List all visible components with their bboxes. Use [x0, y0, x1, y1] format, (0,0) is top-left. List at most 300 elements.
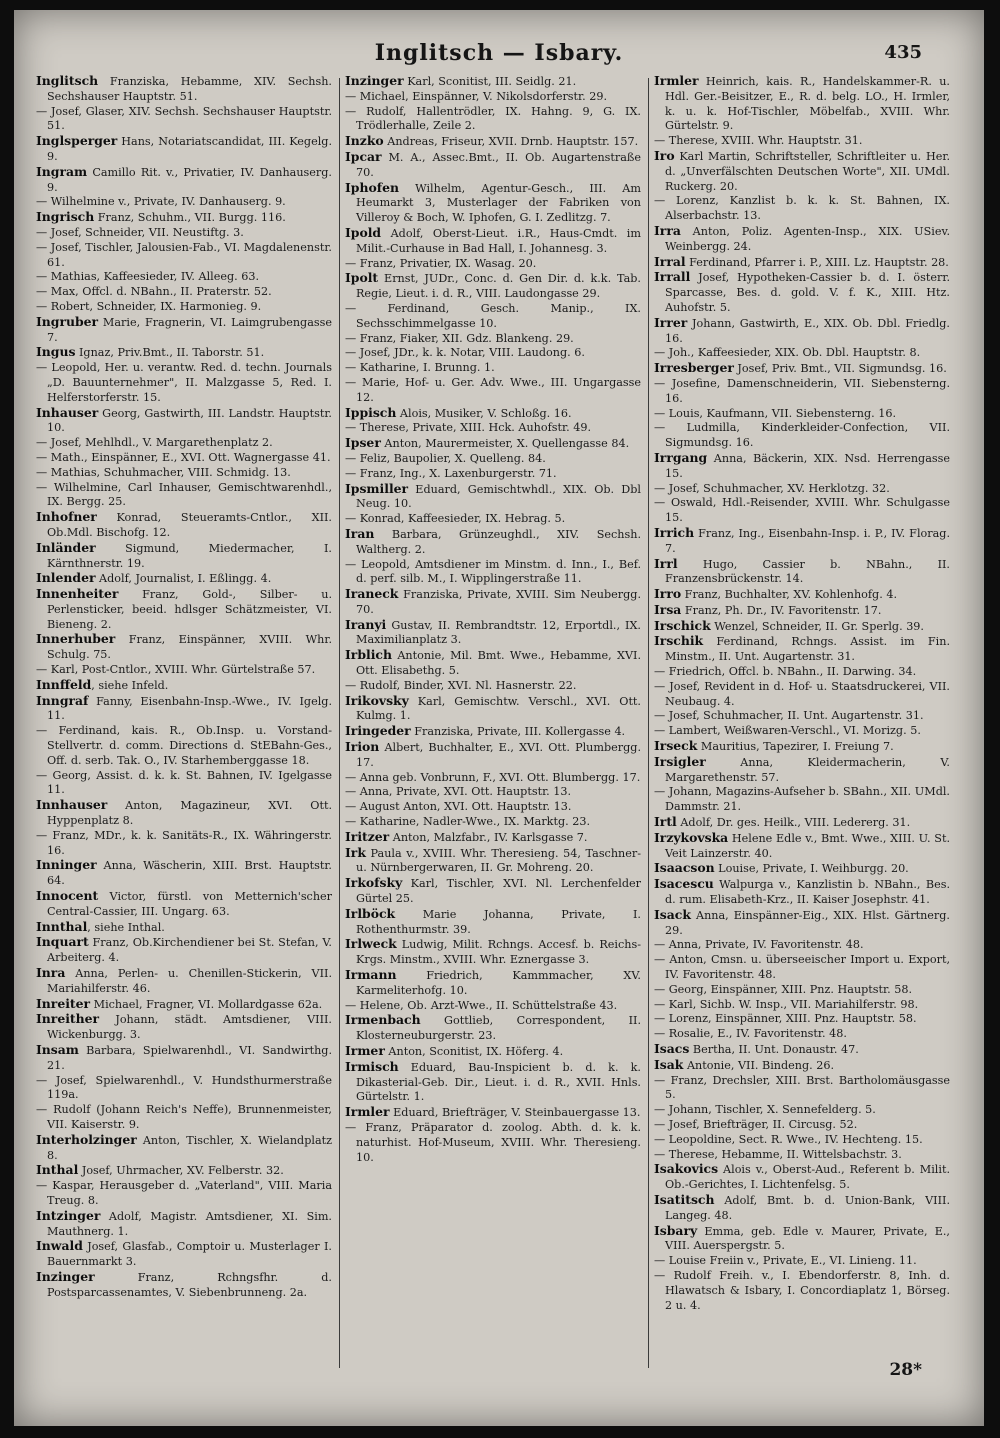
entry-details: — Max, Offcl. d. NBahn., II. Praterstr. 52. — [36, 285, 272, 299]
directory-entry — [654, 194, 950, 224]
entry-surname: Isaacson — [654, 860, 715, 876]
directory-entry — [654, 557, 950, 588]
entry-details: Adolf, Bmt. b. d. Union-Bank, VIII. Langeg. 48. — [665, 1193, 950, 1222]
entry-details: Anton, Magazineur, XVI. Ott. Hyppenplatz 8. — [47, 799, 332, 828]
entry-surname: Inzko — [345, 133, 384, 149]
entry-surname: Ipcar — [345, 148, 382, 164]
directory-entry — [36, 829, 332, 859]
entry-surname: Inreither — [36, 1011, 100, 1027]
entry-details: Anton, Sconitist, IX. Höferg. 4. — [384, 1045, 564, 1058]
column-middle — [345, 74, 641, 1374]
entry-surname: Innthal — [36, 918, 88, 934]
entry-details: — Karl, Post-Cntlor., XVIII. Whr. Gürtelstraße 57. — [36, 663, 316, 677]
entry-surname: Innocent — [36, 888, 99, 904]
entry-surname: Irk — [345, 844, 366, 860]
directory-entry — [654, 134, 950, 149]
entry-details: — Josef, Mehlhdl., V. Margarethenplatz 2. — [36, 436, 273, 450]
directory-entry — [654, 665, 950, 680]
directory-entry — [36, 134, 332, 165]
directory-entry — [36, 361, 332, 405]
entry-details: Emma, geb. Edle v. Maurer, Private, E., VIII. Auerspergstr. 5. — [665, 1224, 950, 1253]
directory-entry — [654, 270, 950, 315]
directory-entry — [36, 481, 332, 511]
directory-entry — [654, 421, 950, 451]
directory-entry — [36, 1179, 332, 1209]
entry-details: — Johann, Tischler, X. Sennefelderg. 5. — [654, 1103, 876, 1117]
directory-entry — [345, 1105, 641, 1121]
directory-entry — [345, 467, 641, 482]
entry-details: Gottlieb, Correspondent, II. Klosterneuburgerstr. 23. — [356, 1014, 641, 1043]
entry-details: Karl, Sconitist, III. Seidlg. 21. — [403, 75, 577, 88]
directory-entry — [36, 632, 332, 663]
entry-details: Karl, Gemischtw. Verschl., XVI. Ott. Kulmg. 1. — [356, 694, 641, 723]
directory-entry — [36, 345, 332, 361]
entry-details: — Oswald, Hdl.-Reisender, XVIII. Whr. Schulgasse 15. — [654, 496, 950, 525]
entry-details: Konrad, Steueramts-Cntlor., XII. Ob.Mdl. Bischofg. 12. — [47, 511, 332, 539]
directory-entry — [654, 785, 950, 815]
entry-details: Barbara, Grünzeughdl., XIV. Sechsh. Waltherg. 2. — [356, 527, 641, 556]
entry-details: — Joh., Kaffeesieder, XIX. Ob. Dbl. Hauptstr. 8. — [654, 346, 921, 360]
signature-mark: 28* — [889, 1360, 922, 1380]
entry-details: Fanny, Eisenbahn-Insp.-Wwe., IV. Igelg. 11. — [47, 694, 332, 723]
entry-surname: Irion — [345, 739, 380, 755]
entry-details: Ernst, JUDr., Conc. d. Gen Dir. d. k.k. Tab. Regie, Lieut. i. d. R., VIII. Laudongasse 29. — [356, 272, 641, 301]
directory-entry — [345, 907, 641, 938]
directory-entry — [36, 694, 332, 725]
directory-entry — [345, 302, 641, 332]
entry-details: Mauritius, Tapezirer, I. Freiung 7. — [697, 740, 894, 754]
directory-entry — [654, 998, 950, 1013]
entry-surname: Inra — [36, 965, 66, 981]
directory-entry — [654, 1133, 950, 1148]
entry-surname: Irmann — [345, 967, 397, 983]
entry-details: Antonie, Mil. Bmt. Wwe., Hebamme, XVI. Ott. Elisabethg. 5. — [356, 649, 641, 678]
directory-entry — [36, 769, 332, 799]
entry-details: — Anna geb. Vonbrunn, F., XVI. Ott. Blumbergg. 17. — [345, 770, 641, 784]
entry-surname: Iritzer — [345, 828, 390, 844]
directory-entry — [654, 634, 950, 665]
entry-details: Johann, Gastwirth, E., XIX. Ob. Dbl. Friedlg. 16. — [665, 316, 950, 345]
entry-surname: Irro — [654, 586, 682, 602]
entry-details: Ferdinand, Pfarrer i. P., XIII. Lz. Hauptstr. 28. — [685, 255, 949, 269]
entry-details: , siehe Infeld. — [91, 678, 169, 692]
entry-surname: Isakovics — [654, 1161, 719, 1177]
entry-details: Victor, fürstl. von Metternich'scher Central-Cassier, III. Ungarg. 63. — [47, 890, 332, 918]
entry-surname: Innhauser — [36, 797, 108, 813]
entry-details: — Rudolf, Hallentrödler, IX. Hahng. 9, G. IX. Trödlerhalle, Zeile 2. — [345, 104, 641, 133]
entry-surname: Irmer — [345, 1043, 385, 1058]
entry-details: — Lambert, Weißwaren-Verschl., VI. Morizg. 5. — [654, 724, 921, 738]
directory-entry — [345, 1121, 641, 1165]
entry-details: — Josefine, Damenschneiderin, VII. Siebensterng. 16. — [654, 376, 950, 405]
directory-entry — [654, 755, 950, 786]
entry-details: Gustav, II. Rembrandtstr. 12, Erportdl., IX. Maximilianplatz 3. — [356, 618, 641, 647]
entry-details: — Math., Einspänner, E., XVI. Ott. Wagnergasse 41. — [36, 450, 331, 464]
directory-entry — [36, 406, 332, 437]
entry-details: — Anna, Private, IV. Favoritenstr. 48. — [654, 938, 864, 952]
entry-surname: Irseck — [654, 738, 698, 754]
entry-surname: Ingus — [36, 344, 76, 360]
entry-details: Anton, Maurermeister, X. Quellengasse 84. — [380, 437, 630, 451]
directory-entry — [345, 482, 641, 513]
entry-surname: Irtl — [654, 814, 677, 830]
entry-details: Franz, Ob.Kirchendiener bei St. Stefan, V. Arbeiterg. 4. — [47, 936, 332, 965]
entry-details: , siehe Inthal. — [87, 920, 165, 934]
entry-details: Wenzel, Schneider, II. Gr. Sperlg. 39. — [710, 619, 924, 633]
directory-entry — [654, 831, 950, 862]
directory-entry — [654, 724, 950, 739]
entry-details: — Josef, Glaser, XIV. Sechsh. Sechshauser Hauptstr. 51. — [36, 104, 332, 133]
entry-details: — Ludmilla, Kinderkleider-Confection, VII. Sigmundsg. 16. — [654, 421, 950, 450]
directory-entry — [36, 1270, 332, 1301]
directory-entry — [345, 512, 641, 527]
running-head: Inglitsch — Isbary. — [374, 40, 624, 66]
entry-surname: Irrl — [654, 555, 678, 571]
entry-details: Paula v., XVIII. Whr. Theresieng. 54, Taschner- u. Nürnbergerwaren, II. Gr. Mohreng. 20. — [356, 846, 641, 875]
entry-surname: Ingram — [36, 163, 88, 179]
directory-entry — [36, 241, 332, 271]
directory-entry — [345, 618, 641, 649]
entry-surname: Iro — [654, 147, 675, 163]
directory-entry — [36, 1103, 332, 1133]
directory-entry — [654, 1162, 950, 1193]
directory-entry — [36, 1133, 332, 1164]
directory-entry — [345, 1044, 641, 1060]
entry-surname: Iphofen — [345, 179, 399, 195]
entry-surname: Ipser — [345, 435, 381, 451]
column-divider — [339, 78, 340, 1368]
directory-entry — [36, 663, 332, 678]
directory-entry — [36, 466, 332, 481]
entry-details: — Josef, JDr., k. k. Notar, VIII. Laudong. 6. — [345, 346, 585, 360]
directory-entry — [345, 226, 641, 257]
entry-details: Anton, Malzfabr., IV. Karlsgasse 7. — [389, 830, 588, 844]
entry-surname: Inlender — [36, 570, 96, 586]
entry-details: — Josef, Tischler, Jalousien-Fab., VI. Magdalenenstr. 61. — [36, 240, 332, 269]
entry-details: Hans, Notariatscandidat, III. Kegelg. 9. — [47, 135, 332, 163]
directory-entry — [654, 815, 950, 831]
entry-details: Franz, Rchngsfhr. d. Postsparcassenamtes, V. Siebenbrunneng. 2a. — [47, 1270, 332, 1299]
entry-details: Walpurga v., Kanzlistin b. NBahn., Bes. d. rum. Elisabeth-Krz., II. Kaiser Josephstr. 41. — [665, 878, 950, 907]
entry-surname: Ipolt — [345, 270, 379, 286]
entry-details: — Mathias, Schuhmacher, VIII. Schmidg. 13. — [36, 465, 291, 479]
entry-details: Franz, Ph. Dr., IV. Favoritenstr. 17. — [681, 603, 882, 617]
directory-entry — [654, 739, 950, 755]
entry-surname: Irral — [654, 253, 686, 269]
entry-details: Albert, Buchhalter, E., XVI. Ott. Plumbergg. 17. — [356, 741, 641, 769]
directory-entry — [36, 966, 332, 997]
entry-surname: Isacescu — [654, 876, 714, 892]
entry-details: Eduard, Bau-Inspicient b. d. k. k. Dikasterial-Geb. Dir., Lieut. i. d. R., XVII. Hnls. Gürtelstr. 1. — [356, 1060, 641, 1104]
directory-entry — [345, 74, 641, 90]
directory-entry — [345, 406, 641, 422]
directory-entry — [654, 526, 950, 557]
entry-details: Antonie, VII. Bindeng. 26. — [683, 1058, 835, 1072]
entry-details: — Georg, Assist. d. k. k. St. Bahnen, IV. Igelgasse 11. — [36, 768, 332, 797]
directory-entry — [654, 983, 950, 998]
entry-details: Josef, Priv. Bmt., VII. Sigmundsg. 16. — [733, 362, 947, 376]
directory-entry — [36, 210, 332, 226]
entry-details: Eduard, Gemischtwhdl., XIX. Ob. Dbl Neug. 10. — [356, 482, 641, 511]
entry-details: — Wilhelmine, Carl Inhauser, Gemischtwarenhdl., IX. Bergg. 25. — [36, 480, 332, 509]
directory-entry — [36, 226, 332, 241]
directory-entry — [36, 510, 332, 541]
directory-entry — [654, 1103, 950, 1118]
entry-details: — Rudolf Freih. v., I. Ebendorferstr. 8, Inh. d. Hlawatsch & Isbary, I. Concordiaplatz 1, Börseg. 2 u. 4. — [654, 1268, 950, 1312]
directory-entry — [345, 376, 641, 406]
entry-details: Georg, Gastwirth, III. Landstr. Hauptstr. 10. — [47, 406, 332, 435]
directory-entry — [654, 255, 950, 271]
entry-details: — Michael, Einspänner, V. Nikolsdorferstr. 29. — [345, 89, 608, 103]
directory-entry — [654, 603, 950, 619]
entry-details: Franziska, Hebamme, XIV. Sechsh. Sechshauser Hauptstr. 51. — [47, 75, 332, 103]
directory-entry — [654, 1118, 950, 1133]
entry-details: — Helene, Ob. Arzt-Wwe., II. Schüttelstraße 43. — [345, 998, 618, 1012]
entry-details: Eduard, Briefträger, V. Steinbauergasse 13. — [389, 1106, 641, 1120]
entry-details: — Anton, Cmsn. u. überseeischer Import u. Export, IV. Favoritenstr. 48. — [654, 953, 950, 982]
entry-surname: Irmenbach — [345, 1012, 421, 1028]
directory-entry — [654, 938, 950, 953]
entry-details: Marie, Fragnerin, VI. Laimgrubengasse 7. — [47, 315, 332, 344]
entry-surname: Inquart — [36, 934, 89, 950]
entry-details: Anna, Einspänner-Eig., XIX. Hlst. Gärtnerg. 29. — [665, 908, 950, 937]
entry-details: Ludwig, Milit. Rchngs. Accesf. b. Reichs-Krgs. Minstm., XVIII. Whr. Eznergasse 3. — [356, 938, 641, 967]
entry-details: — Friedrich, Offcl. b. NBahn., II. Darwing. 34. — [654, 665, 917, 679]
entry-details: Josef, Hypotheken-Cassier b. d. I. österr. Sparcasse, Bes. d. gold. V. f. K., XIII. Htz. Auhofstr. 5. — [665, 271, 950, 314]
directory-entry — [654, 1269, 950, 1313]
entry-details: Adolf, Journalist, I. Eßlingg. 4. — [95, 572, 272, 586]
directory-entry — [345, 830, 641, 846]
directory-entry — [345, 937, 641, 968]
entry-surname: Isak — [654, 1056, 684, 1072]
entry-surname: Irra — [654, 222, 681, 238]
directory-columns — [36, 74, 956, 1374]
directory-entry — [36, 997, 332, 1013]
entry-surname: Inthal — [36, 1162, 79, 1178]
directory-entry — [36, 678, 332, 694]
directory-entry — [36, 1163, 332, 1179]
entry-surname: Isack — [654, 906, 691, 922]
entry-surname: Ipsmiller — [345, 480, 409, 496]
entry-details: Franziska, Private, XVIII. Sim Neubergg. 70. — [356, 588, 641, 616]
entry-details: Sigmund, Miedermacher, I. Kärnthnerstr. 19. — [47, 541, 332, 570]
entry-surname: Irrer — [654, 314, 688, 330]
directory-entry — [345, 648, 641, 679]
directory-entry — [345, 1013, 641, 1044]
entry-details: — Franz, MDr., k. k. Sanitäts-R., IX. Währingerstr. 16. — [36, 828, 332, 857]
directory-entry — [654, 1254, 950, 1269]
entry-details: — Therese, Hebamme, II. Wittelsbachstr. 3. — [654, 1147, 902, 1161]
entry-details: Louise, Private, I. Weihburgg. 20. — [714, 862, 909, 876]
entry-details: — August Anton, XVI. Ott. Hauptstr. 13. — [345, 800, 572, 814]
directory-entry — [36, 587, 332, 632]
directory-entry — [36, 74, 332, 105]
entry-surname: Inglsperger — [36, 133, 118, 149]
entry-details: Friedrich, Kammmacher, XV. Karmeliterhofg. 10. — [356, 969, 641, 997]
directory-entry — [654, 149, 950, 194]
entry-details: — Josef, Schneider, VII. Neustiftg. 3. — [36, 225, 244, 239]
entry-surname: Irkofsky — [345, 875, 403, 891]
entry-details: Adolf, Magistr. Amtsdiener, XI. Sim. Mauthnerg. 1. — [47, 1209, 332, 1238]
directory-entry — [345, 587, 641, 618]
entry-details: — Leopold, Her. u. verantw. Red. d. techn. Journals „D. Bauunternehmer", II. Malzgasse 5, Red. I. Helferstorferstr. 15. — [36, 361, 332, 404]
entry-details: — Ferdinand, Gesch. Manip., IX. Sechsschimmelgasse 10. — [345, 301, 641, 330]
directory-entry — [654, 74, 950, 134]
directory-entry — [654, 1058, 950, 1074]
directory-entry — [345, 694, 641, 725]
directory-entry — [345, 815, 641, 830]
entry-surname: Iran — [345, 525, 375, 541]
entry-surname: Irmisch — [345, 1058, 399, 1074]
directory-entry — [345, 724, 641, 740]
directory-entry — [654, 1012, 950, 1027]
directory-entry — [36, 436, 332, 451]
entry-surname: Irmler — [654, 74, 699, 88]
entry-details: — Mathias, Kaffeesieder, IV. Alleeg. 63. — [36, 270, 260, 284]
directory-entry — [345, 332, 641, 347]
entry-details: Johann, städt. Amtsdiener, VIII. Wickenburgg. 3. — [47, 1013, 332, 1042]
entry-details: — Franz, Privatier, IX. Wasag. 20. — [345, 256, 537, 270]
entry-surname: Inhofner — [36, 509, 97, 525]
directory-entry — [36, 105, 332, 135]
entry-surname: Iranyi — [345, 616, 387, 632]
entry-details: Ignaz, Priv.Bmt., II. Taborstr. 51. — [75, 346, 265, 360]
directory-entry — [345, 421, 641, 436]
entry-details: Bertha, II. Unt. Donaustr. 47. — [689, 1043, 859, 1056]
entry-surname: Isatitsch — [654, 1191, 715, 1207]
directory-entry — [36, 1074, 332, 1104]
directory-entry — [654, 361, 950, 377]
directory-entry — [345, 679, 641, 694]
entry-details: — Louise Freiin v., Private, E., VI. Linieng. 11. — [654, 1254, 917, 1268]
directory-entry — [345, 150, 641, 181]
entry-details: Anton, Tischler, X. Wielandplatz 8. — [47, 1133, 332, 1162]
entry-surname: Irblich — [345, 647, 392, 663]
entry-surname: Inzinger — [36, 1268, 95, 1284]
directory-entry — [36, 451, 332, 466]
entry-surname: Inwald — [36, 1238, 83, 1254]
entry-details: — Franz, Ing., X. Laxenburgerstr. 71. — [345, 466, 557, 480]
entry-details: Franz, Buchhalter, XV. Kohlenhofg. 4. — [681, 588, 897, 602]
entry-surname: Irlweck — [345, 936, 397, 952]
entry-details: — Konrad, Kaffeesieder, IX. Hebrag. 5. — [345, 512, 566, 526]
entry-details: — Lorenz, Kanzlist b. k. k. St. Bahnen, IX. Alserbachstr. 13. — [654, 194, 950, 223]
entry-surname: Innenheiter — [36, 586, 119, 602]
directory-entry — [36, 920, 332, 936]
directory-entry — [654, 619, 950, 635]
entry-surname: Inzinger — [345, 74, 404, 88]
entry-details: Ferdinand, Rchngs. Assist. im Fin. Minstm., II. Unt. Augartenstr. 31. — [665, 635, 950, 664]
column-left — [36, 74, 332, 1374]
entry-surname: Irikovsky — [345, 692, 409, 708]
entry-details: Anna, Wäscherin, XIII. Brst. Hauptstr. 64. — [47, 859, 332, 888]
entry-surname: Inninger — [36, 857, 97, 873]
entry-details: Franz, Ing., Eisenbahn-Insp. i. P., IV. Florag. 7. — [665, 526, 950, 555]
entry-details: — Feliz, Baupolier, X. Quelleng. 84. — [345, 451, 546, 465]
directory-entry — [654, 1224, 950, 1255]
entry-surname: Ingrisch — [36, 209, 95, 225]
directory-entry — [36, 1043, 332, 1074]
directory-entry — [36, 798, 332, 829]
entry-details: — Marie, Hof- u. Ger. Adv. Wwe., III. Ungargasse 12. — [345, 375, 641, 404]
entry-details: — Therese, Private, XIII. Hck. Auhofstr. 49. — [345, 421, 592, 435]
entry-details: — Robert, Schneider, IX. Harmonieg. 9. — [36, 299, 262, 313]
entry-details: — Lorenz, Einspänner, XIII. Pnz. Hauptstr. 58. — [654, 1012, 917, 1026]
directory-entry — [654, 1027, 950, 1042]
directory-entry — [345, 452, 641, 467]
entry-details: Anna, Kleidermacherin, V. Margarethenstr. 57. — [665, 755, 950, 784]
entry-details: — Leopoldine, Sect. R. Wwe., IV. Hechteng. 15. — [654, 1132, 923, 1146]
directory-entry — [654, 1042, 950, 1058]
column-divider — [648, 78, 649, 1368]
directory-entry — [345, 181, 641, 226]
entry-details: — Katharine, Nadler-Wwe., IX. Marktg. 23. — [345, 815, 591, 829]
directory-entry — [654, 953, 950, 983]
directory-entry — [36, 1012, 332, 1043]
entry-details: — Karl, Sichb. W. Insp., VII. Mariahilferstr. 98. — [654, 997, 919, 1011]
directory-entry — [345, 558, 641, 588]
directory-entry — [654, 877, 950, 908]
directory-entry — [345, 846, 641, 877]
entry-surname: Irrall — [654, 269, 691, 285]
directory-entry — [345, 105, 641, 135]
entry-details: Karl Martin, Schriftsteller, Schriftleiter u. Her. d. „Unverfälschten Deutschen Worte", XII. UMdl. Ruckerg. 20. — [665, 149, 950, 193]
directory-entry — [36, 300, 332, 315]
entry-details: Camillo Rit. v., Privatier, IV. Danhauserg. 9. — [47, 165, 332, 194]
entry-details: Michael, Fragner, VI. Mollardgasse 62a. — [90, 997, 323, 1011]
directory-entry — [345, 527, 641, 558]
directory-entry — [36, 315, 332, 346]
entry-details: — Josef, Spielwarenhdl., V. Hundsthurmerstraße 119a. — [36, 1073, 332, 1102]
directory-entry — [654, 587, 950, 603]
entry-details: Andreas, Friseur, XVII. Drnb. Hauptstr. 157. — [383, 135, 639, 149]
entry-details: — Josef, Revident in d. Hof- u. Staatsdruckerei, VII. Neubaug. 4. — [654, 679, 950, 708]
directory-entry — [36, 889, 332, 920]
entry-details: Helene Edle v., Bmt. Wwe., XIII. U. St. Veit Lainzerstr. 40. — [665, 831, 950, 860]
directory-page — [14, 10, 984, 1426]
entry-details: — Franz, Fiaker, XII. Gdz. Blankeng. 29. — [345, 331, 574, 345]
page-header — [14, 40, 984, 74]
directory-entry — [345, 740, 641, 771]
entry-surname: Inglitsch — [36, 74, 99, 88]
entry-surname: Irsa — [654, 601, 682, 617]
page-number: 435 — [884, 42, 922, 63]
directory-entry — [654, 451, 950, 482]
entry-surname: Irschick — [654, 617, 711, 633]
entry-surname: Insam — [36, 1042, 79, 1057]
entry-surname: Irresberger — [654, 360, 734, 376]
entry-surname: Irlböck — [345, 905, 396, 921]
directory-entry — [345, 1060, 641, 1105]
entry-surname: Intzinger — [36, 1207, 101, 1223]
directory-entry — [654, 482, 950, 497]
entry-surname: Ippisch — [345, 404, 397, 420]
entry-details: Hugo, Cassier b. NBahn., II. Franzensbrückenstr. 14. — [665, 557, 950, 586]
entry-details: — Franz, Drechsler, XIII. Brst. Bartholomäusgasse 5. — [654, 1073, 950, 1102]
directory-entry — [345, 436, 641, 452]
entry-details: — Kaspar, Herausgeber d. „Vaterland", VIII. Maria Treug. 8. — [36, 1179, 332, 1207]
entry-details: — Anna, Private, XVI. Ott. Hauptstr. 13. — [345, 785, 572, 799]
entry-details: — Wilhelmine v., Private, IV. Danhauserg. 9. — [36, 195, 286, 209]
entry-details: — Rudolf, Binder, XVI. Nl. Hasnerstr. 22. — [345, 678, 577, 692]
entry-details: Franziska, Private, III. Kollergasse 4. — [410, 725, 626, 739]
entry-details: Franz, Schuhm., VII. Burgg. 116. — [94, 211, 286, 225]
entry-details: Karl, Tischler, XVI. Nl. Lerchenfelder Gürtel 25. — [356, 877, 641, 906]
entry-surname: Irsigler — [654, 753, 706, 769]
entry-details: — Rudolf (Johann Reich's Neffe), Brunnenmeister, VII. Kaiserstr. 9. — [36, 1103, 332, 1131]
entry-details: — Josef, Schuhmacher, XV. Herklotzg. 32. — [654, 481, 890, 495]
entry-details: Anna, Perlen- u. Chenillen-Stickerin, VII. Mariahilferstr. 46. — [47, 967, 332, 995]
